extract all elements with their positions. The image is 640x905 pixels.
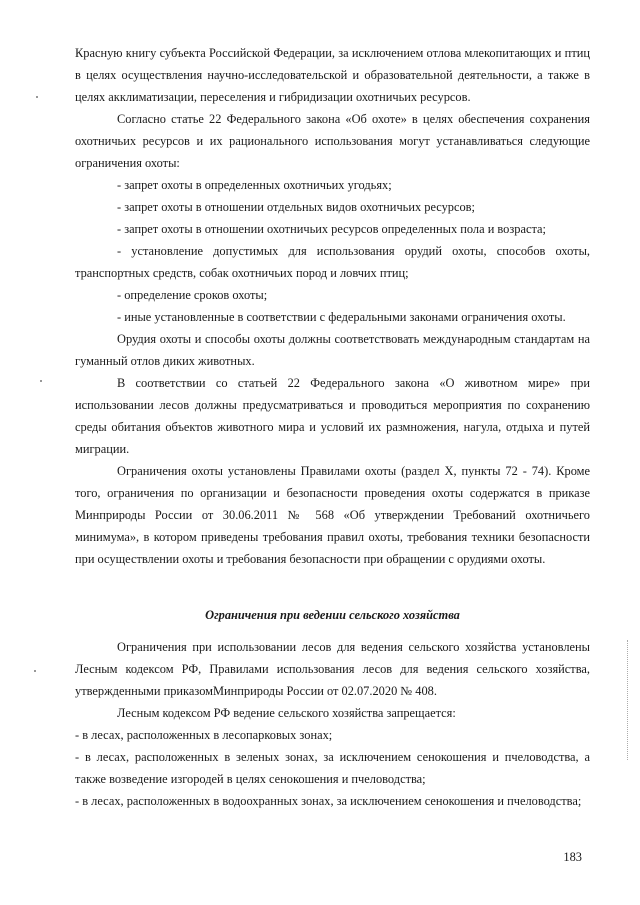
paragraph-hunting-rules: Ограничения охоты установлены Правилами охоты (раздел X, пункты 72 - 74). Кроме того, ограничения по организации и безопасности проведения охоты содержатся в приказе Минприроды России от 30.06.2011 № 568 «Об утверждении Требований охотничьего минимума», в котором приведены требования правил охоты, требования техники безопасности при осуществлении охоты и требования безопасности при обращении с орудиями охоты. [75, 464, 590, 566]
list-item-water-zones: - в лесах, расположенных в водоохранных зонах, за исключением сенокошения и пчеловодства; [75, 794, 582, 808]
paragraph-humane-trapping: Орудия охоты и способы охоты должны соответствовать международным стандартам на гуманный отлов диких животных. [75, 332, 590, 368]
list-item-ban-sex-age: - запрет охоты в отношении охотничьих ресурсов определенных пола и возраста; [117, 222, 546, 236]
list-item-other: - иные установленные в соответствии с федеральными законами ограничения охоты. [117, 310, 566, 324]
list-item-allowed-tools: - установление допустимых для использования орудий охоты, способов охоты, транспортных средств, собак охотничьих пород и ловчих птиц; [75, 244, 590, 280]
list-item-forest-parks: - в лесах, расположенных в лесопарковых зонах; [75, 728, 333, 742]
scan-speck [34, 670, 36, 672]
paragraph-forest-code: Лесным кодексом РФ ведение сельского хозяйства запрещается: [117, 706, 456, 720]
list-item-green-zones: - в лесах, расположенных в зеленых зонах, за исключением сенокошения и пчеловодства, а также возведение изгородей в целях сенокошения и пчеловодства; [75, 750, 590, 786]
list-item-ban-species: - запрет охоты в отношении отдельных видов охотничьих ресурсов; [117, 200, 475, 214]
list-item-ban-areas: - запрет охоты в определенных охотничьих угодьях; [117, 178, 392, 192]
paragraph-article-22-hunting: Согласно статье 22 Федерального закона «Об охоте» в целях обеспечения сохранения охотничьих ресурсов и их рационального использования могут устанавливаться следующие ограничения охоты: [75, 112, 590, 170]
scan-speck [36, 96, 38, 98]
scan-speck [40, 380, 42, 382]
scan-edge-line [627, 640, 629, 760]
paragraph-red-book: Красную книгу субъекта Российской Федерации, за исключением отлова млекопитающих и птиц в целях осуществления научно-исследовательской и образовательной деятельности, а также в целях акклиматизации, переселения и гибридизации охотничьих ресурсов. [75, 46, 590, 104]
paragraph-wildlife-law: В соответствии со статьей 22 Федерального закона «О животном мире» при использовании лесов должны предусматриваться и проводиться мероприятия по сохранению среды обитания объектов животного мира и условий их размножения, нагула, отдыха и путей миграции. [75, 376, 590, 456]
list-item-terms: - определение сроков охоты; [117, 288, 268, 302]
paragraph-agriculture-limits: Ограничения при использовании лесов для ведения сельского хозяйства установлены Лесным кодексом РФ, Правилами использования лесов для ведения сельского хозяйства, утвержденными приказомМинприроды России от 02.07.2020 № 408. [75, 640, 590, 698]
page-number: 183 [563, 850, 582, 864]
section-heading: Ограничения при ведении сельского хозяйства [205, 608, 460, 622]
